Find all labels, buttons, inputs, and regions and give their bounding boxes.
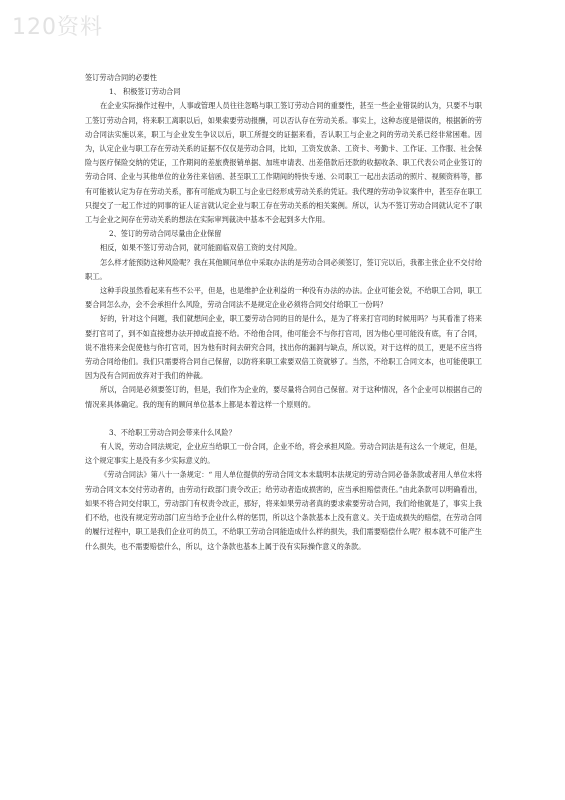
document-title: 签订劳动合同的必要性 [85,73,157,82]
paragraph: 在企业实际操作过程中，人事或管理人员往往忽略与职工签订劳动合同的重要性，甚至一些企业错误的认为，只要不与职工签订劳动合同，将来职工离职以后，如果索要劳动报酬，可以否认存在劳动关系。事实上，这种态度是错误的，根据新的劳动合同法实施以来，职工与企业发生争议以后，职工所提交的证据来看，否认职工与企业之间的劳动关系已经非常困难。因为，认定企业与职工存在劳动关系的证据不仅仅是劳动合同，比如，工资发放条、工资卡、考勤卡、工作证、工作服、社会保险与医疗保险交纳的凭证，工作期间的差旅费报销单据、加班申请表、出差借款后还款的收据收条、职工代表公司企业签订的劳动合同、企业与其他单位的业务往来信函、甚至职工工作期间的特快专递、公司职工一起出去活动的照片、视频资料等，都有可能被认定为存在劳动关系，都有可能成为职工与企业已经形成劳动关系的凭证。我代理的劳动争议案件中，甚至存在职工只提交了一起工作过的同事的证人证言就认定企业与职工存在劳动关系的相关案例。所以，认为不签订劳动合同就认定不了职工与企业之间存在劳动关系的想法在实际审判裁决中基本不会起到多大作用。 [85,101,482,225]
paragraph: 相反，如果不签订劳动合同，就可能面临双倍工资的支付风险。 [100,243,302,253]
document-body [85,71,482,554]
section-heading-1: 1、 积极签订劳动合同 [109,87,181,97]
paragraph: 怎么样才能预防这种风险呢？我在其他顾问单位中采取办法的是劳动合同必须签订，签订完以后，我都主张企业不交付给职工。 [85,257,482,281]
paragraph: 《劳动合同法》第八十一条规定：“ 用人单位提供的劳动合同文本未载明本法规定的劳动合同必备条款或者用人单位未将劳动合同文本交付劳动者的，由劳动行政部门责令改正；给劳动者造成损害的，应当承担赔偿责任。”由此条款可以明确看出，如果不将合同交付职工，劳动部门有权责令改正，那好，将来如果劳动者真的要求索要劳动合同，我们给他就是了，事实上我们不给，也没有规定劳动部门应当给予企业什么样的惩罚，所以这个条款基本上没有意义。关于造成损失的赔偿，在劳动合同的履行过程中，职工是我们企业可的员工，不给职工劳动合同能造成什么样的损失，我们需要赔偿什么呢？根本就不可能产生什么损失，也不需要赔偿什么，所以，这个条款也基本上属于没有实际操作意义的条款。 [85,470,482,551]
paragraph: 所以，合同是必须要签订的，但是，我们作为企业的，要尽量将合同自己保留。对于这种情况，各个企业可以根据自己的情况来具体确定。我的现有的顾问单位基本上都是本着这样一个原则的。 [85,385,482,409]
paragraph: 好的，针对这个问题，我们就想问企业，职工要劳动合同的目的是什么，是为了将来打官司的时候用吗？与其看准了将来要打官司了，到不如直接想办法开掉或直接不给。不给他合同，他可能会不与你打官司，因为他心里可能没有底，有了合同，说不准将来会促使他与你打官司，因为他有时间去研究合同，找出你的漏洞与缺点，所以说，对于这样的员工，更是不应当将劳动合同给他们。我们只需要将合同自己保留，以防将来职工索要双倍工资就够了。当然，不给职工合同文本，也可能使职工因为没有合同而放弃对于我们的仲裁。 [85,314,482,381]
paragraph: 这种手段虽然看起来有些不公平，但是，也是维护企业利益的一种没有办法的办法。企业可能会说，不给职工合同，职工要合同怎么办，会不会承担什么风险，劳动合同法不是规定企业必须将合同交付给职工一份吗？ [85,286,482,310]
paragraph: 有人说，劳动合同法规定，企业应当给职工一份合同，企业不给，将会承担风险。劳动合同法是有这么一个规定，但是，这个规定事实上是没有多少实际意义的。 [85,442,482,466]
section-heading-2: 2、签订的劳动合同尽量由企业保留 [109,229,222,239]
spacer [85,412,482,426]
section-heading-3: 3、不给职工劳动合同会带来什么风险？ [109,427,236,437]
watermark-logo: 120资料 [12,15,103,40]
